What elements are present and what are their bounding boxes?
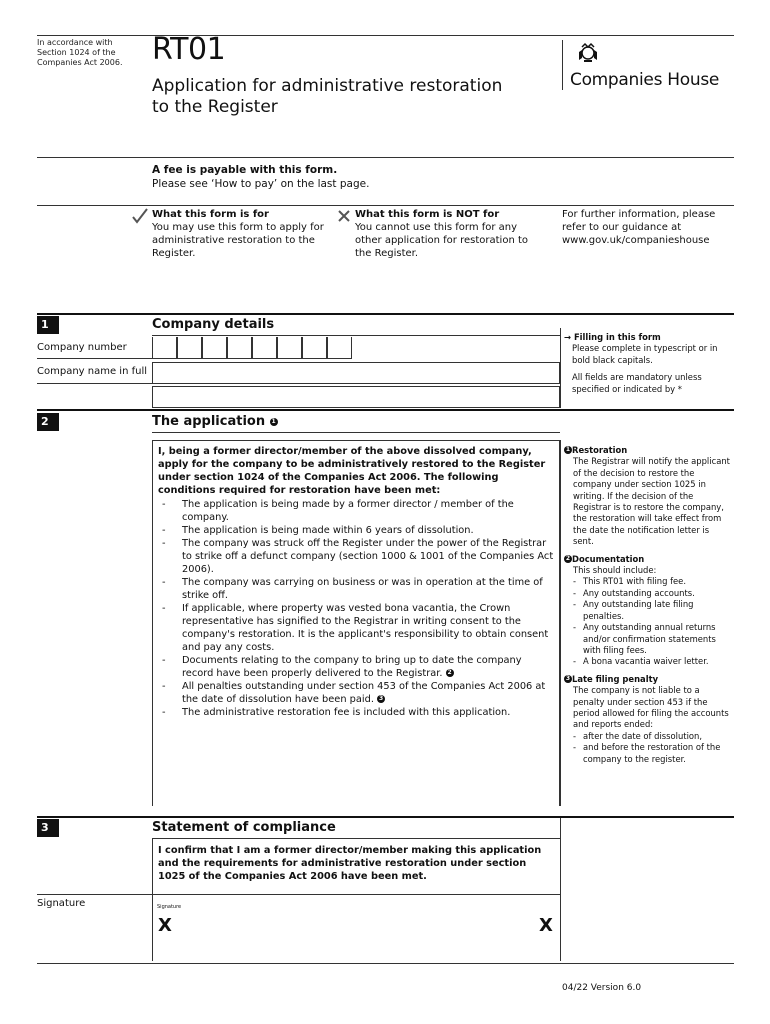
condition-item: - The application is being made within 6 years of dissolution. xyxy=(158,524,554,537)
documentation-item: - A bona vacantia waiver letter. xyxy=(573,656,709,667)
signature-start-x-icon: X xyxy=(158,915,172,936)
restoration-text: The Registrar will notify the applicant of the decision to restore the company under section 1025 in writing. If the decision of the Registrar is to restore the company, the restoration will take effect from the date the notification letter is sent. xyxy=(573,456,730,547)
top-rule xyxy=(37,35,734,36)
application-statement: I, being a former director/member of the above dissolved company, apply for the company to be administratively restored to the Register under section 1024 of the Companies Act 2006. The following conditions required for restoration have been met: xyxy=(158,446,546,496)
condition-item: - The company was struck off the Register under the power of the Registrar to strike off a defunct company (section 1000 & 1001 of the Companies Act 2006). xyxy=(158,537,554,576)
note-marker-icon: 3 xyxy=(378,695,384,702)
signature-field[interactable] xyxy=(153,895,559,960)
documentation-item: - Any outstanding accounts. xyxy=(573,587,695,598)
bottom-rule xyxy=(37,963,734,964)
further-info: For further information, please refer to our guidance at www.gov.uk/companieshouse xyxy=(562,209,716,246)
section2-title xyxy=(152,414,278,429)
condition-item: - The company was carrying on business or was in operation at the time of strike off. xyxy=(158,576,554,602)
penalty-heading: Late filing penalty xyxy=(572,673,659,684)
note-marker-icon: 1 xyxy=(565,446,571,453)
company-name-input-line1[interactable] xyxy=(152,362,560,384)
section2-title-rule xyxy=(152,432,560,433)
company-number-digit[interactable] xyxy=(277,337,302,359)
fee-line2: Please see ‘How to pay’ on the last page. xyxy=(152,178,370,190)
section1-rule xyxy=(37,313,734,315)
documentation-item-text: This RT01 with filing fee. xyxy=(583,576,686,587)
section1-number: 1 xyxy=(37,316,59,334)
section1-title-rule xyxy=(152,335,560,336)
penalty-list xyxy=(564,731,732,765)
signature-label: Signature xyxy=(37,898,86,909)
application-box-top xyxy=(152,440,560,441)
application-notes xyxy=(564,445,732,765)
penalty-item-text: after the date of dissolution, xyxy=(583,730,702,741)
form-title-line1: Application for administrative restoration xyxy=(152,76,503,96)
compliance-statement: I confirm that I am a former director/member making this application and the requirements for administrative restoration under section 1025 of the Companies Act 2006 have been met. xyxy=(158,845,542,882)
fee-line1: A fee is payable with this form. xyxy=(152,164,338,176)
note-marker-icon: 2 xyxy=(565,554,571,562)
company-number-digit[interactable] xyxy=(202,337,227,359)
condition-item: - If applicable, where property was vested bona vacantia, the Crown representative has signified to the Registrar in writing consent to the company's restoration. It is the applicant's responsibility to obtain consent and pay any costs. xyxy=(158,602,554,654)
form-not-for-heading: What this form is NOT for xyxy=(355,209,500,220)
documentation-intro: This should include: xyxy=(573,565,657,576)
cross-icon xyxy=(337,209,351,223)
documentation-heading: Documentation xyxy=(572,553,645,564)
condition-item: - The administrative restoration fee is included with this application. xyxy=(158,706,554,719)
logo-text: Companies House xyxy=(570,70,720,90)
company-number-digit[interactable] xyxy=(152,337,177,359)
section1-side-divider xyxy=(560,328,561,408)
documentation-item: - Any outstanding annual returns and/or confirmation statements with filing fees. xyxy=(573,622,716,655)
royal-crest-icon xyxy=(576,40,600,64)
tick-icon xyxy=(132,208,148,224)
condition-item xyxy=(158,654,554,680)
documentation-item: - This RT01 with filing fee. xyxy=(573,576,686,587)
section3-rule xyxy=(37,816,734,818)
documentation-item-text: A bona vacantia waiver letter. xyxy=(583,656,709,667)
penalty-text: The company is not liable to a penalty under section 453 if the period allowed for filing the accounts and reports ended: xyxy=(573,685,729,730)
company-number-digit[interactable] xyxy=(227,337,252,359)
filling-text2: All fields are mandatory unless specified or indicated by * xyxy=(572,372,702,394)
section2-number: 2 xyxy=(37,413,59,431)
fee-notice xyxy=(152,163,572,191)
penalty-item: - and before the restoration of the company to the register. xyxy=(573,742,721,764)
section2-title-text: The application xyxy=(152,414,266,429)
condition-text: All penalties outstanding under section 453 of the Companies Act 2006 at the date of dissolution have been paid. xyxy=(182,681,546,705)
signature-box-label: Signature xyxy=(157,904,182,910)
statement-box-left xyxy=(152,838,153,894)
form-is-for xyxy=(152,208,332,260)
section3-number: 3 xyxy=(37,819,59,837)
section2-rule xyxy=(37,409,734,411)
company-name-input-line2[interactable] xyxy=(152,386,560,408)
section3-title: Statement of compliance xyxy=(152,820,336,835)
filling-heading: Filling in this form xyxy=(573,332,661,342)
company-number-digit[interactable] xyxy=(327,337,352,359)
fee-rule xyxy=(37,157,734,158)
documentation-item-text: Any outstanding annual returns and/or confirmation statements with filing fees. xyxy=(583,622,716,655)
form-is-for-text: You may use this form to apply for administrative restoration to the Register. xyxy=(152,222,324,259)
company-number-digit[interactable] xyxy=(177,337,202,359)
condition-item xyxy=(158,680,554,706)
form-version: 04/22 Version 6.0 xyxy=(562,983,642,993)
conditions-list xyxy=(158,498,554,719)
documentation-item: - Any outstanding late filing penalties. xyxy=(573,599,694,621)
documentation-list xyxy=(564,576,732,667)
company-number-underline xyxy=(37,358,152,359)
form-title xyxy=(152,76,532,118)
note-marker-icon: 2 xyxy=(447,669,452,676)
penalty-item-text: and before the restoration of the company to the register. xyxy=(583,742,721,764)
company-name-label: Company name in full xyxy=(37,366,147,377)
form-title-line2: to the Register xyxy=(152,97,278,117)
intro-rule xyxy=(37,205,734,206)
application-text xyxy=(158,445,554,719)
company-number-label: Company number xyxy=(37,342,127,353)
section3-side-divider xyxy=(560,818,561,961)
section3-title-rule xyxy=(152,838,560,839)
documentation-item-text: Any outstanding late filing penalties. xyxy=(583,599,694,621)
companies-house-logo xyxy=(570,40,742,90)
condition-text: Documents relating to the company to bring up to date the company record have been properly delivered to the Registrar. xyxy=(182,655,522,679)
form-is-for-heading: What this form is for xyxy=(152,209,269,220)
company-number-digit[interactable] xyxy=(252,337,277,359)
section1-title: Company details xyxy=(152,317,275,332)
signature-end-x-icon: X xyxy=(539,915,553,936)
filling-notes: → Filling in this form Please complete in typescript or in bold black capitals. All fields are mandatory unless specified or indicated by * xyxy=(564,332,732,395)
note-marker-icon: 1 xyxy=(271,418,276,425)
penalty-item: - after the date of dissolution, xyxy=(573,730,702,741)
documentation-item-text: Any outstanding accounts. xyxy=(583,587,695,598)
form-not-for xyxy=(355,208,540,260)
filling-text1: Please complete in typescript or in bold black capitals. xyxy=(572,343,718,365)
company-number-digit[interactable] xyxy=(302,337,327,359)
logo-divider xyxy=(562,40,563,90)
company-name-underline xyxy=(37,383,152,384)
section2-side-divider xyxy=(560,440,561,806)
form-code: RT01 xyxy=(152,32,226,67)
legal-note: In accordance with Section 1024 of the Companies Act 2006. xyxy=(37,38,123,67)
condition-item: - The application is being made by a former director / member of the company. xyxy=(158,498,554,524)
restoration-heading: Restoration xyxy=(572,445,628,455)
note-marker-icon: 3 xyxy=(565,674,571,682)
form-not-for-text: You cannot use this form for any other application for restoration to the Register. xyxy=(355,222,528,259)
